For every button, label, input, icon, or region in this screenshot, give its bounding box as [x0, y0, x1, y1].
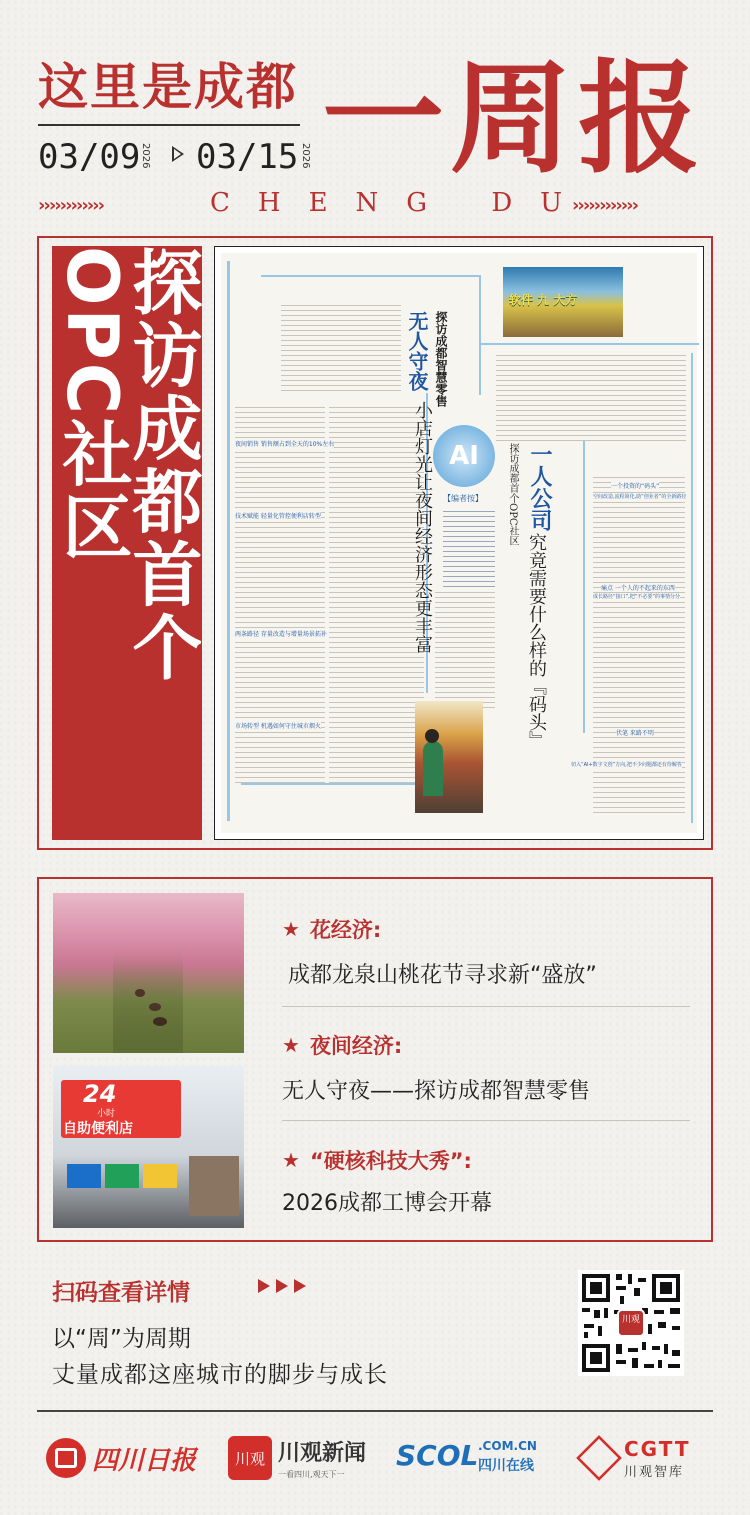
- news-subhead: 空间改造,流程简化,助“创业者”的全新路径: [593, 494, 687, 500]
- newspaper-image[interactable]: [214, 246, 704, 840]
- news-kicker-a: 探访成都智慧零售: [434, 311, 448, 407]
- item-heading-night: [282, 1030, 402, 1060]
- news-subhead: 痛点 一个人的不起来的东西: [601, 585, 675, 592]
- news-subtitle-b: 究竟需要什么样的『码头』: [526, 533, 547, 749]
- item-heading-text: “硬核科技大秀”:: [309, 1149, 472, 1173]
- week-title: 一周报: [322, 48, 706, 190]
- chuanguan-tagline: 一看四川,观天下一: [278, 1470, 345, 1479]
- cgtt-cube-icon: [576, 1435, 622, 1481]
- footer-line-2: 丈量成都这座城市的脚步与成长: [52, 1362, 388, 1388]
- logo-scol[interactable]: [396, 1430, 556, 1486]
- store-sign-number: 24: [83, 1080, 117, 1108]
- arrow-right-icon: [258, 1279, 270, 1293]
- cgtt-sub: 川观智库: [624, 1464, 685, 1480]
- sichuan-daily-emblem-icon: [46, 1438, 86, 1478]
- header-rule: [38, 124, 300, 126]
- logo-chuanguan-news[interactable]: [228, 1430, 388, 1486]
- header-title: 这里是成都: [38, 58, 298, 116]
- scan-label: 扫码查看详情: [52, 1280, 190, 1306]
- item-divider: [282, 1120, 690, 1121]
- store-sign-hours: 小时: [97, 1109, 116, 1119]
- year-end: 2026: [300, 143, 311, 169]
- ai-badge: AI: [433, 425, 495, 487]
- news-subhead: 一个投资的“码头”: [611, 483, 660, 490]
- office-photo: [503, 267, 623, 337]
- play-arrow-icon: [172, 146, 184, 162]
- news-headline-a: 无人守夜: [405, 311, 429, 391]
- chuanguan-name: 川观新闻: [278, 1440, 367, 1466]
- chevrons-left-icon: ››››››››››››: [38, 195, 104, 216]
- qr-badge: 川观: [621, 1315, 640, 1325]
- chevrons-right-icon: ››››››››››››: [572, 195, 638, 216]
- office-sign: 软件 九 大方: [509, 293, 578, 307]
- news-subhead: 切入“AI+数字文创”方向,把不少问题都还有待解答: [571, 762, 682, 768]
- year-start: 2026: [140, 143, 151, 169]
- item-heading-flower: [282, 914, 381, 944]
- arrow-right-icon: [276, 1279, 288, 1293]
- item-heading-tech: [282, 1145, 472, 1175]
- scol-domain: .COM.CN: [478, 1439, 537, 1453]
- news-subhead: 伏笔 来路不明: [616, 730, 654, 737]
- store-photo: [415, 701, 483, 813]
- news-subhead: 夜间销售 销售额占到全天的10%左右: [235, 441, 335, 448]
- arrow-right-icon: [294, 1279, 306, 1293]
- chuanguan-badge: 川观: [228, 1436, 272, 1480]
- feature-vertical-title: 探访成都首个OPC社区: [51, 246, 203, 684]
- cgtt-name: CGTT: [624, 1436, 691, 1461]
- footer-line-1: 以“周”为周期: [52, 1326, 191, 1352]
- news-subtitle-a: 小店灯光让夜间经济形态更丰富: [412, 401, 433, 653]
- item-heading-text: 花经济:: [309, 918, 382, 942]
- item-body-night[interactable]: 无人守夜——探访成都智慧零售: [282, 1079, 591, 1104]
- scol-name: SCOL: [396, 1439, 479, 1472]
- item-heading-text: 夜间经济:: [309, 1034, 403, 1058]
- logo-sichuan-daily[interactable]: [46, 1430, 196, 1486]
- logo-cgtt[interactable]: [580, 1430, 710, 1486]
- convenience-store-photo[interactable]: [53, 1066, 244, 1228]
- item-body-flower[interactable]: 成都龙泉山桃花节寻求新“盛放”: [288, 963, 597, 988]
- star-icon: ★: [282, 1033, 300, 1057]
- item-divider: [282, 1006, 690, 1007]
- news-headline-b: 一人公司: [527, 443, 553, 531]
- footer-rule: [37, 1410, 713, 1412]
- item-body-tech[interactable]: 2026成都工博会开幕: [282, 1191, 492, 1216]
- city-name: CHENG DU: [210, 188, 591, 218]
- editor-note-label: 【编者按】: [443, 494, 483, 503]
- star-icon: ★: [282, 917, 300, 941]
- sichuan-daily-name: 四川日报: [92, 1445, 197, 1476]
- news-subhead: 成长路径“接口”,把“不必要”的事情分分: [593, 594, 680, 600]
- qr-code[interactable]: [578, 1270, 684, 1376]
- star-icon: ★: [282, 1148, 300, 1172]
- date-start: 03/09: [38, 137, 141, 177]
- news-subhead: 市场转型 机遇如何守住城市烟火: [235, 723, 321, 730]
- news-kicker-b: 探访成都首个OPC社区: [507, 443, 518, 546]
- date-end: 03/15: [196, 137, 299, 177]
- scol-sub: 四川在线: [478, 1458, 534, 1474]
- news-subhead: 两条路径 存量改造与增量场景拓补: [235, 631, 327, 638]
- peach-blossom-photo[interactable]: [53, 893, 244, 1053]
- news-subhead: 技术赋能 轻量化管控便利店转型: [235, 513, 321, 520]
- store-sign-text: 自助便利店: [63, 1121, 133, 1137]
